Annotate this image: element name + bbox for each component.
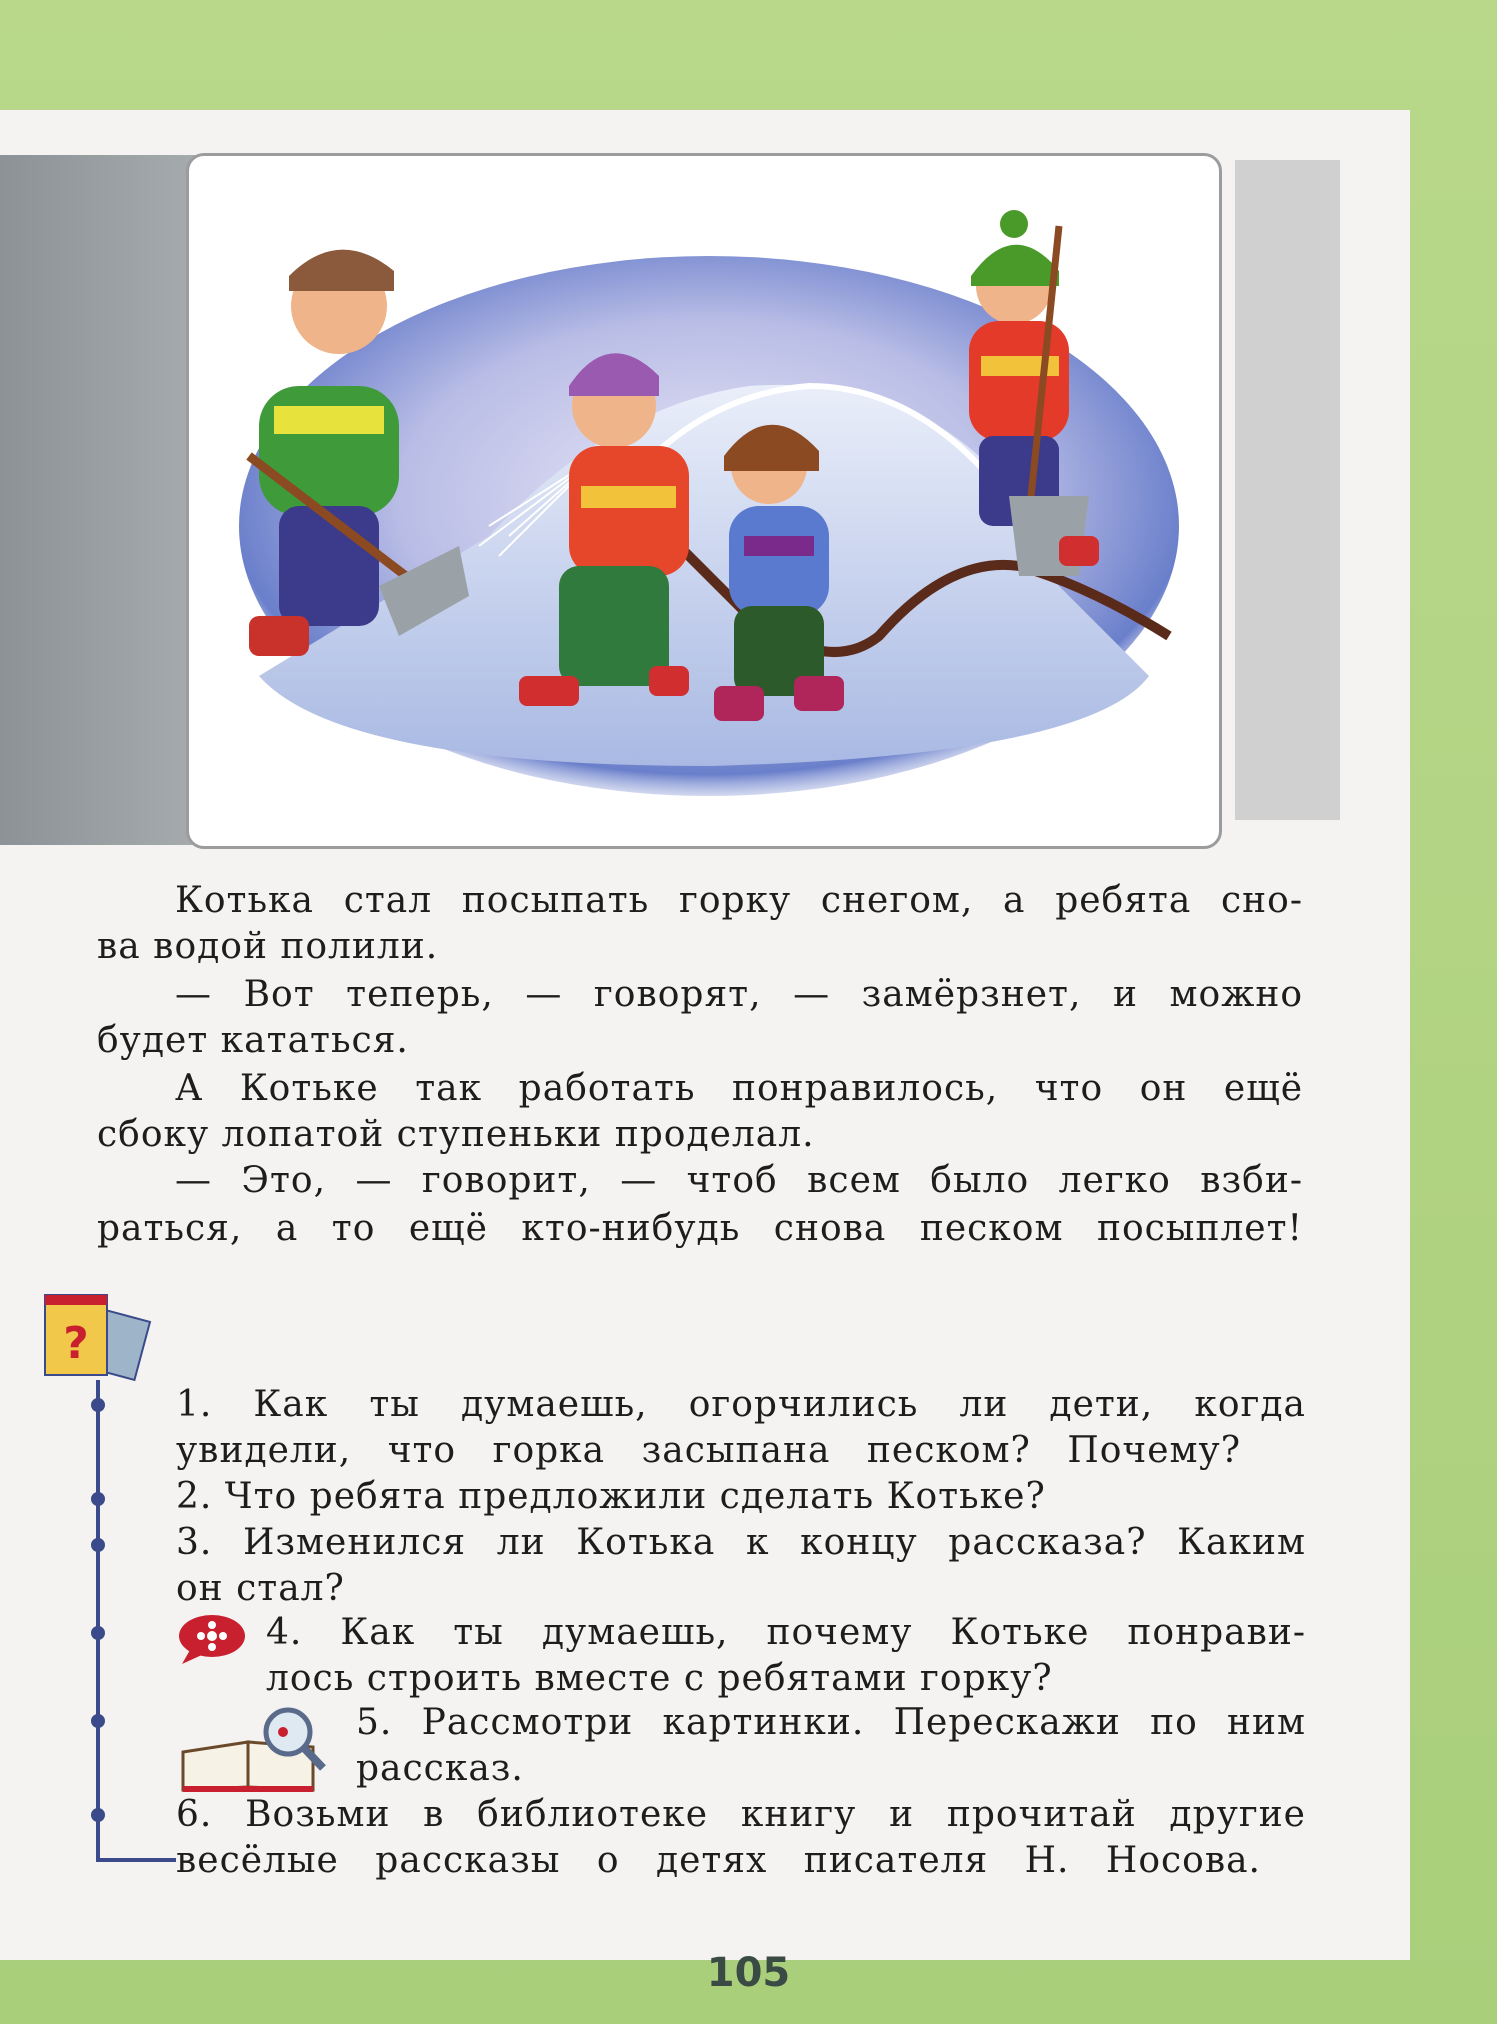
- page-number: 105: [706, 1950, 791, 1996]
- timeline-dot: [91, 1808, 105, 1822]
- question-1-line-1: 1. Как ты думаешь, огорчились ли дети, когда: [176, 1384, 1306, 1425]
- question-4-line-2: лось строить вместе с ребятами горку?: [266, 1658, 1053, 1699]
- timeline-dot: [91, 1538, 105, 1552]
- timeline-dot: [91, 1398, 105, 1412]
- question-6-line-1: 6. Возьми в библиотеке книгу и прочитай другие: [176, 1794, 1306, 1835]
- question-5-line-2: рассказ.: [356, 1748, 524, 1789]
- story-line: раться, а то ещё кто-нибудь снова песком посыплет!: [97, 1208, 1303, 1249]
- story-line: А Котьке так работать понравилось, что он ещё: [175, 1068, 1303, 1109]
- left-gray-strip: [0, 155, 215, 845]
- question-4-line-1: 4. Как ты думаешь, почему Котьке понрави-: [266, 1612, 1306, 1653]
- questions-note-icon: [40, 1290, 160, 1390]
- questions-timeline-end: [96, 1858, 176, 1862]
- story-line: — Это, — говорит, — чтоб всем было легко взби-: [175, 1160, 1303, 1201]
- question-2: 2. Что ребята предложили сделать Котьке?: [176, 1476, 1046, 1517]
- timeline-dot: [91, 1714, 105, 1728]
- timeline-dot: [91, 1492, 105, 1506]
- story-line: сбоку лопатой ступеньки проделал.: [97, 1114, 815, 1155]
- story-line: — Вот теперь, — говорят, — замёрзнет, и можно: [175, 974, 1303, 1015]
- question-3-line-2: он стал?: [176, 1568, 345, 1609]
- speech-bubble-icon: [176, 1612, 248, 1664]
- story-illustration: [186, 153, 1222, 849]
- question-3-line-1: 3. Изменился ли Котька к концу рассказа? Каким: [176, 1522, 1306, 1563]
- timeline-dot: [91, 1626, 105, 1640]
- question-1-line-2: увидели, что горка засыпана песком? Почему?: [176, 1430, 1241, 1471]
- question-5-line-1: 5. Рассмотри картинки. Перескажи по ним: [356, 1702, 1306, 1743]
- svg-text:?: ?: [63, 1318, 89, 1369]
- story-line: Котька стал посыпать горку снегом, а ребята сно-: [175, 880, 1303, 921]
- story-line: ва водой полили.: [97, 926, 439, 967]
- right-gray-strip: [1235, 160, 1340, 820]
- questions-timeline: [96, 1380, 100, 1860]
- story-line: будет кататься.: [97, 1020, 409, 1061]
- question-6-line-2: весёлые рассказы о детях писателя Н. Носова.: [176, 1840, 1261, 1881]
- book-magnifier-icon: [178, 1702, 328, 1792]
